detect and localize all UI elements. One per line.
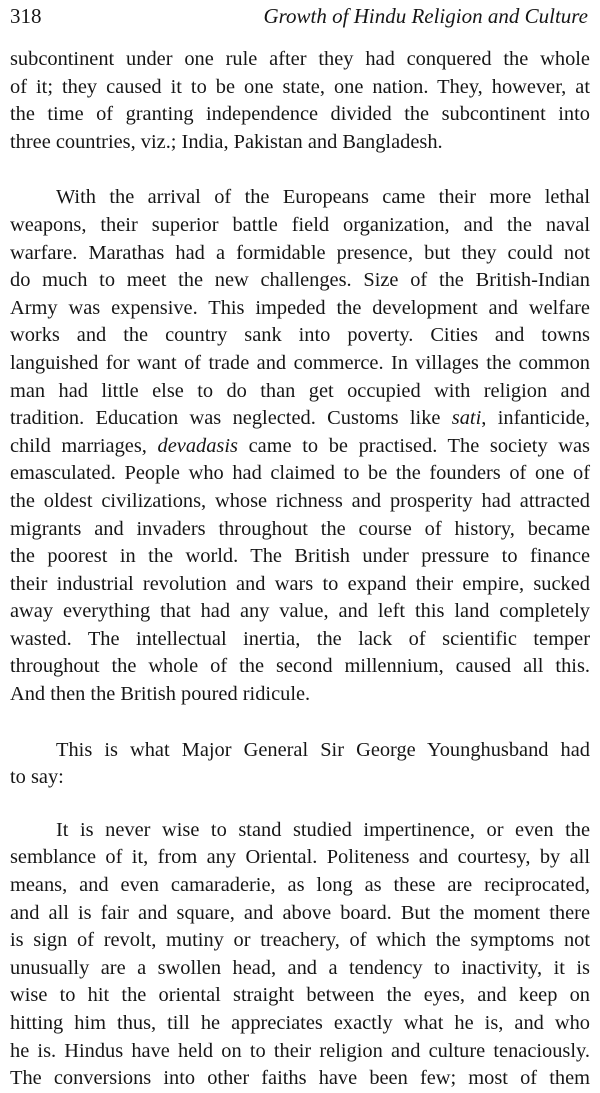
text-line: do much to meet the new challenges. Size of the British-Indian bbox=[10, 269, 590, 292]
text-line: weapons, their superior battle field organization, and the naval bbox=[10, 213, 590, 236]
text-fragment: child marriages, bbox=[10, 434, 147, 457]
text-line: This is what Major General Sir George Younghusband had bbox=[56, 738, 590, 761]
text-line: of it; they caused it to be one state, one nation. They, however, at bbox=[10, 75, 590, 98]
body-text bbox=[10, 46, 590, 1093]
text-line: away everything that had any value, and left this land completely bbox=[10, 600, 590, 623]
text-line: works and the country sank into poverty. Cities and towns bbox=[10, 324, 590, 347]
text-line: and all is fair and square, and above board. But the moment there bbox=[10, 901, 590, 924]
text-line-with-italic-term bbox=[10, 405, 590, 433]
text-fragment: tradition. Education was neglected. Customs like bbox=[10, 407, 441, 430]
text-line: means, and even camaraderie, as long as these are reciprocated, bbox=[10, 874, 590, 897]
text-line: migrants and invaders throughout the course of history, became bbox=[10, 517, 590, 540]
running-title: Growth of Hindu Religion and Culture bbox=[263, 4, 588, 28]
text-line: wasted. The intellectual inertia, the lack of scientific temper bbox=[10, 627, 590, 650]
text-line: emasculated. People who had claimed to be the founders of one of bbox=[10, 462, 590, 485]
text-line: the oldest civilizations, whose richness and prosperity had attracted bbox=[10, 489, 590, 512]
text-line: the poorest in the world. The British under pressure to finance bbox=[10, 545, 590, 568]
text-fragment: came to be practised. The society was bbox=[248, 434, 590, 457]
quotation-paragraph bbox=[10, 817, 590, 1093]
text-line: languished for want of trade and commerce. In villages the common bbox=[10, 351, 590, 374]
text-line: With the arrival of the Europeans came their more lethal bbox=[56, 186, 590, 209]
text-line: The conversions into other faiths have been few; most of them bbox=[10, 1067, 590, 1090]
text-line: to say: bbox=[10, 766, 64, 789]
paragraph-3 bbox=[10, 737, 590, 792]
text-line: their industrial revolution and wars to expand their empire, sucked bbox=[10, 572, 590, 595]
text-line: throughout the whole of the second millennium, caused all this. bbox=[10, 655, 590, 678]
text-line: Army was expensive. This impeded the development and welfare bbox=[10, 296, 590, 319]
text-line: semblance of it, from any Oriental. Politeness and courtesy, by all bbox=[10, 846, 590, 869]
italic-term-sati: sati bbox=[451, 407, 482, 430]
text-line: warfare. Marathas had a formidable presence, but they could not bbox=[10, 241, 590, 264]
text-line: is sign of revolt, mutiny or treachery, of which the symptoms not bbox=[10, 929, 590, 952]
running-header bbox=[10, 4, 588, 32]
paragraph-1 bbox=[10, 46, 590, 156]
text-line: It is never wise to stand studied impertinence, or even the bbox=[56, 818, 590, 841]
text-line: man had little else to do than get occupied with religion and bbox=[10, 379, 590, 402]
text-line: the time of granting independence divided the subcontinent into bbox=[10, 103, 590, 126]
text-fragment: , infanticide, bbox=[481, 407, 590, 430]
page-number: 318 bbox=[10, 4, 42, 28]
text-line: And then the British poured ridicule. bbox=[10, 683, 311, 706]
text-line: three countries, viz.; India, Pakistan and Bangladesh. bbox=[10, 130, 443, 153]
text-line-with-italic-term bbox=[10, 433, 590, 461]
text-line: wise to hit the oriental straight between the eyes, and keep on bbox=[10, 984, 590, 1007]
text-line: he is. Hindus have held on to their religion and culture tenaciously. bbox=[10, 1039, 590, 1062]
paragraph-2 bbox=[10, 184, 590, 708]
italic-term-devadasis: devadasis bbox=[157, 434, 238, 457]
text-line: unusually are a swollen head, and a tendency to inactivity, it is bbox=[10, 956, 590, 979]
text-line: subcontinent under one rule after they had conquered the whole bbox=[10, 48, 590, 70]
text-line: hitting him thus, till he appreciates exactly what he is, and who bbox=[10, 1012, 590, 1034]
